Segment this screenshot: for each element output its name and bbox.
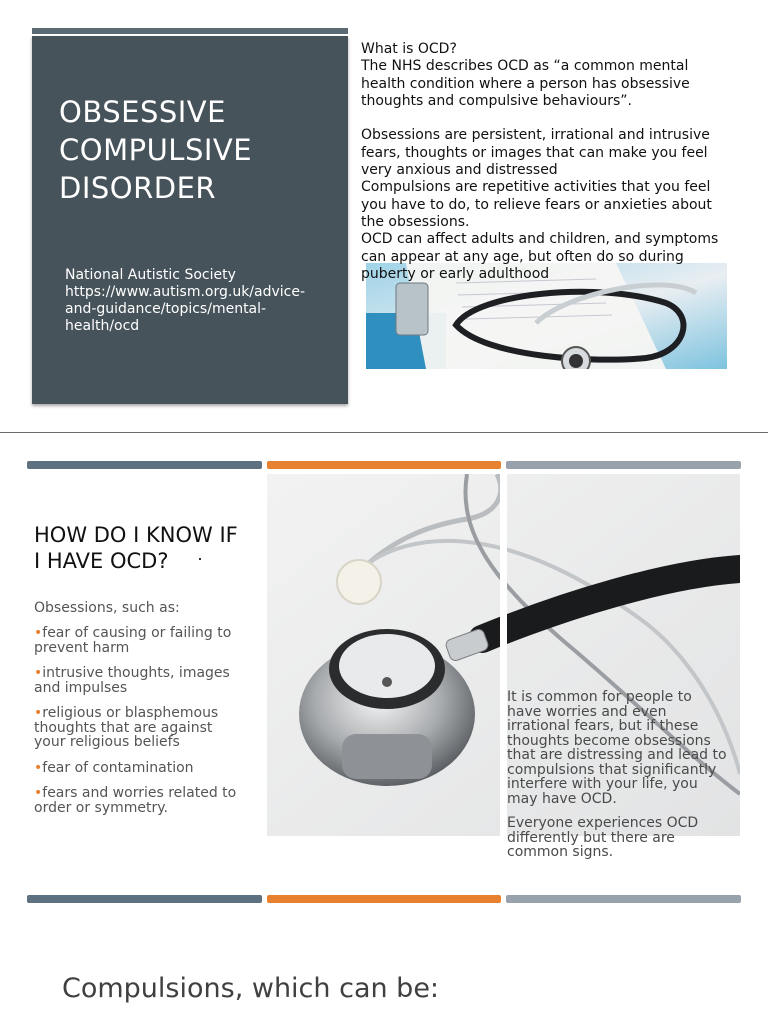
text-line: common signs. [507,844,614,860]
source-url-line: https://www.autism.org.uk/advice- [65,284,306,300]
heading-line: HOW DO I KNOW IF [34,523,238,547]
title-line: OBSESSIVE [59,95,226,129]
bullet-text: religious or blasphemous [42,705,219,721]
accent-bar-orange-bottom [267,895,501,903]
bullet-text: and impulses [34,679,128,696]
bullet-text: your religious beliefs [34,734,180,750]
text-line: that are distressing and lead to [507,747,727,763]
title-line: DISORDER [59,171,217,205]
title-panel-top-bar [32,28,348,34]
text-line: can appear at any age, but often do so during [361,248,684,265]
text-line: Obsessions are persistent, irrational and intrusive [361,127,710,144]
list-item [34,626,258,655]
ocd-explanation-text [507,690,739,870]
text-line: puberty or early adulthood [361,265,550,282]
text-line: very anxious and distressed [361,162,558,179]
title-line: COMPULSIVE [59,133,253,167]
what-is-ocd-text [361,41,735,283]
text-line: differently but there are [507,829,675,846]
bullet-icon: • [34,705,43,721]
text-line: Everyone experiences OCD [507,815,699,831]
slide1-title [59,93,339,207]
slide2-heading [34,522,264,574]
slide-divider [0,432,768,433]
obsessions-list [34,626,258,826]
photo-gutter [500,474,507,836]
bullet-text: fear of causing or failing to [42,625,232,641]
stray-dot [199,558,201,560]
what-is-ocd-heading: What is OCD? [361,41,457,57]
list-item [34,786,258,815]
source-citation [65,267,327,335]
text-line: have worries and even [507,703,667,720]
bullet-icon: • [34,759,43,776]
source-org: National Autistic Society [65,267,236,283]
bullet-icon: • [34,665,43,681]
text-line: interfere with your life, you [507,776,698,792]
text-line: irrational fears, but if these [507,718,699,734]
bullet-icon: • [34,625,43,641]
paragraph-gap [361,110,735,127]
explanation-paragraph [507,690,739,806]
bullet-text: intrusive thoughts, images [42,665,230,681]
text-line: may have OCD. [507,790,617,807]
bullet-text: order or symmetry. [34,799,169,816]
text-line: thoughts and compulsive behaviours”. [361,92,632,109]
list-item [34,666,258,695]
accent-bar-gray-bottom [506,895,741,903]
list-item [34,761,258,776]
text-line: the obsessions. [361,213,470,230]
text-line: health condition where a person has obsessive [361,75,690,92]
explanation-paragraph [507,816,739,860]
text-line: OCD can affect adults and children, and symptoms [361,231,719,248]
bullet-text: thoughts that are against [34,719,213,736]
source-url-line: health/ocd [65,318,140,334]
text-line: It is common for people to [507,689,692,705]
source-url-line: and-guidance/topics/mental- [65,301,267,317]
accent-bar-slate-bottom [27,895,262,903]
text-line: fears, thoughts or images that can make you feel [361,144,708,161]
bullet-icon: • [34,785,43,801]
title-panel [32,36,348,404]
obsessions-intro: Obsessions, such as: [34,600,180,616]
list-item [34,706,258,750]
accent-bar-gray-top [506,461,741,469]
text-line: you have to do, to relieve fears or anxieties about [361,196,712,213]
text-line: compulsions that significantly [507,761,717,778]
text-line: Compulsions are repetitive activities that you feel [361,179,711,196]
bullet-text: fears and worries related to [42,785,237,801]
bullet-text: prevent harm [34,639,130,656]
accent-bar-orange-top [267,461,501,469]
bullet-text: fear of contamination [42,759,194,776]
text-line: thoughts become obsessions [507,732,711,749]
slide3-title: Compulsions, which can be: [62,973,440,1004]
accent-bar-slate-top [27,461,262,469]
text-line: The NHS describes OCD as “a common mental [361,58,689,75]
heading-line: I HAVE OCD? [34,549,169,573]
